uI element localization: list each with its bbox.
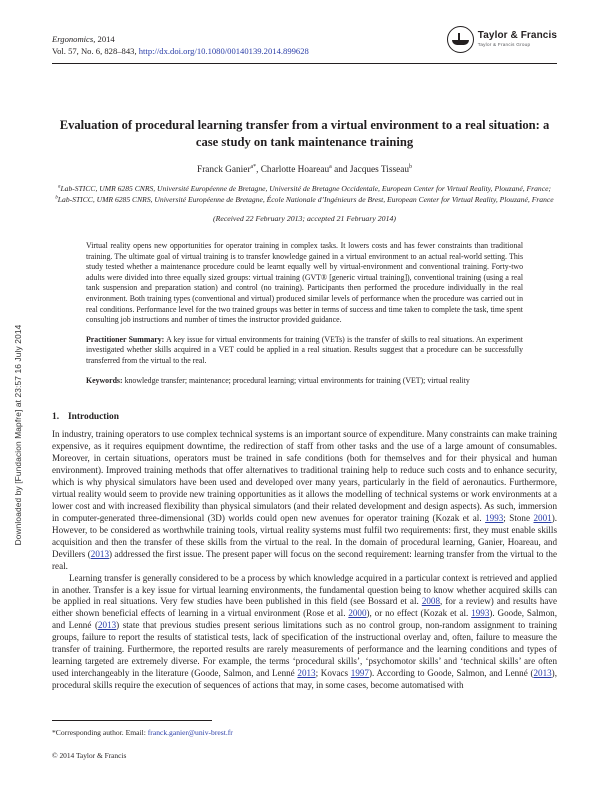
citation-stone-2001[interactable]: 2001 bbox=[533, 512, 552, 523]
keywords-label: Keywords: bbox=[86, 375, 123, 385]
masthead-divider bbox=[52, 63, 557, 64]
p1-part-c: ). However, to be considered as worthwhile training tools, virtual reality systems must fulfil two requirements: first, they must enable skills acquisition and then the transfer of these skills from the virtual to the real. In the domain of procedural learning, Ganier, Hoareau, and Devillers ( bbox=[52, 512, 557, 559]
abstract-block bbox=[86, 241, 523, 386]
practitioner-summary-text: A key issue for virtual environments for training (VETs) is the transfer of skills to real situations. An experiment investigated whether skills acquired in a VET could be applied in a real situation. Results suggest that a procedure can be successfully transferred from the virtual to the real. bbox=[86, 334, 523, 365]
taylor-francis-emblem-icon bbox=[447, 26, 474, 53]
citation-goode-2013[interactable]: 2013 bbox=[97, 620, 117, 631]
author-mark-1: a* bbox=[250, 163, 257, 170]
page-footer bbox=[52, 720, 557, 760]
publisher-name: Taylor & Francis bbox=[477, 30, 557, 42]
author-conjunction: and bbox=[331, 165, 350, 175]
citation-rose-2000[interactable]: 2000 bbox=[348, 608, 367, 619]
author-affiliations bbox=[52, 183, 557, 205]
p2-part-e: ) state that previous studies present serious limitations such as no control group, non-random assignment to training groups, failure to report the results of statistical tests, lack of specification of the instructional overlay and, often, failure to measure the transfer of training. Furthermore, the reported results are rarely measurements of performance and the learning conditions and types of learning targeted are extremely diverse. For example, the terms ‘procedural skills’, ‘psychomotor skills’ and ‘technical skills’ are often used interchangeably in the literature (Goode, Salmon, and Lenné bbox=[52, 620, 557, 679]
corresponding-author-email-link[interactable]: franck.ganier@univ-brest.fr bbox=[147, 728, 233, 737]
section-number: 1. bbox=[52, 412, 60, 423]
abstract-paragraph: Virtual reality opens new opportunities for operator training in complex tasks. It lowers costs and has fewer constraints than traditional training. The ultimate goal of virtual training is to transfer knowledge gained in a virtual environment to an actual real-world setting. This study tested whether a maintenance procedure could be learnt equally well by virtual-environment and conventional training. Forty-two adults were divided into three equally sized groups: virtual training (GVT® [generic virtual training]), conventional training (using a real tank suspension and preparation station) and control (no training). Participants then performed the procedure individually in the real environment. Both training types (conventional and virtual) produced similar levels of performance when the procedure was carried out in real conditions. Performance level for the two trained groups was better in terms of success and time taken to complete the task, time spent consulting job instructions and number of times the instructor provided guidance. bbox=[86, 241, 523, 325]
copyright-notice: © 2014 Taylor & Francis bbox=[52, 751, 127, 760]
publisher-logo bbox=[447, 26, 557, 53]
author-sep-1: , bbox=[256, 165, 261, 175]
volume-issue-pages: Vol. 57, No. 6, 828–843, bbox=[52, 46, 139, 56]
author-name-3: Jacques Tisseau bbox=[349, 165, 409, 175]
citation-ganier-2013[interactable]: 2013 bbox=[90, 548, 109, 559]
p2-part-b: , for a review) and results have either shown beneficial effects of learning in a virtual environment (Rose et al. bbox=[52, 596, 557, 619]
journal-title: Ergonomics bbox=[52, 34, 94, 44]
p2-part-h: ), procedural skills require the execution of sequences of actions that may, in some cases, become automatised with bbox=[52, 668, 557, 691]
article-title: Evaluation of procedural learning transfer from a virtual environment to a real situation: a case study on tank maintenance training bbox=[59, 118, 550, 149]
p2-part-a: Learning transfer is generally considered to be a process by which knowledge acquired in a particular context is retrieved and applied in another. Transfer is a key issue for virtual learning environments, the fundamental question being to know whether acquired skills can be applied in real situations. Very few studies have been published in this field (see Bossard et al. bbox=[52, 572, 557, 607]
affiliation-mark-b: b bbox=[55, 195, 58, 201]
practitioner-summary-label: Practitioner Summary: bbox=[86, 334, 165, 344]
publisher-wordmark bbox=[478, 31, 557, 47]
citation-goode-2013-b[interactable]: 2013 bbox=[297, 668, 316, 679]
citation-goode-2013-c[interactable]: 2013 bbox=[533, 668, 552, 679]
p2-part-g: ). According to Goode, Salmon, and Lenné ( bbox=[368, 668, 534, 679]
p2-part-d: ). Goode, Salmon, and Lenné ( bbox=[52, 608, 557, 631]
page-content bbox=[52, 0, 557, 794]
download-watermark: Downloaded by [Fundacion Mapfre] at 23:57 16 July 2014 bbox=[13, 324, 23, 546]
citation-bossard-2008[interactable]: 2008 bbox=[421, 596, 440, 607]
p2-part-c: ), or no effect (Kozak et al. bbox=[366, 608, 472, 619]
publisher-group-name: Taylor & Francis Group bbox=[477, 41, 531, 47]
affiliation-text-b: Lab-STICC, UMR 6285 CNRS, Université Européenne de Bretagne, École Nationale d’Ingénieurs de Brest, European Center for Virtual Reality, Plouzané, France bbox=[57, 195, 554, 204]
footnote-divider bbox=[52, 720, 212, 721]
keywords bbox=[86, 376, 523, 387]
p1-part-d: ) addressed the first issue. The present paper will focus on the second requirement: learning transfer from the virtual to the real. bbox=[52, 548, 558, 571]
body-paragraph-2 bbox=[52, 573, 557, 693]
section-heading-introduction bbox=[52, 412, 557, 422]
citation-kozak-1993-b[interactable]: 1993 bbox=[471, 608, 490, 619]
section-title: Introduction bbox=[68, 412, 119, 423]
author-list bbox=[52, 164, 557, 177]
corresponding-author-note bbox=[52, 727, 557, 738]
author-name-1: Franck Ganier bbox=[197, 165, 251, 175]
affiliation-text-a: Lab-STICC, UMR 6285 CNRS, Université Européenne de Bretagne, Université de Bretagne Occidentale, European Center for Virtual Reality, Plouzané, France; bbox=[60, 184, 551, 193]
citation-kovacs-1997[interactable]: 1997 bbox=[350, 668, 369, 679]
p2-part-f: ; Kovacs bbox=[315, 668, 351, 679]
practitioner-summary bbox=[86, 335, 523, 367]
journal-masthead bbox=[52, 0, 557, 85]
doi-link[interactable]: http://dx.doi.org/10.1080/00140139.2014.899628 bbox=[138, 46, 309, 56]
p1-part-b: ; Stone bbox=[503, 512, 534, 523]
affiliation-mark-a: a bbox=[58, 184, 61, 190]
received-accepted-dates: (Received 22 February 2013; accepted 21 February 2014) bbox=[213, 214, 396, 223]
author-mark-3: b bbox=[409, 163, 412, 170]
body-paragraph-1 bbox=[52, 429, 557, 572]
keywords-text: knowledge transfer; maintenance; procedural learning; virtual environments for training (VET); virtual reality bbox=[122, 375, 470, 385]
section-body-introduction bbox=[52, 429, 557, 692]
journal-year: , 2014 bbox=[93, 34, 115, 44]
p1-part-a: In industry, training operators to use complex technical systems is an important source of expenditure. Many constraints can make training expensive, as it requires equipment downtime, the redirection of staff from other tasks and the use of a large amount of consumables. Moreover, in certain situations, operators must be trained in safe conditions (both for themselves and for their physical and human environment). Improved training methods that offer alternatives to traditional training help to reduce such costs and to enhance security, which is why physical simulators have been used and developed over many years, particularly in the field of aeronautics. Furthermore, virtual reality would seem to provide new training opportunities as it allows the modelling of technical systems or work environments at a lower cost and with increased flexibility than physical simulators (and their related development and design aspects). As such, immersion in computer-generated three-dimensional (3D) worlds could open new avenues for operator training (Kozak et al. bbox=[52, 429, 557, 523]
author-mark-2: a bbox=[329, 163, 332, 170]
author-name-2: Charlotte Hoareau bbox=[260, 165, 330, 175]
corresponding-author-label: *Corresponding author. Email: bbox=[52, 728, 148, 737]
citation-kozak-1993[interactable]: 1993 bbox=[485, 512, 504, 523]
